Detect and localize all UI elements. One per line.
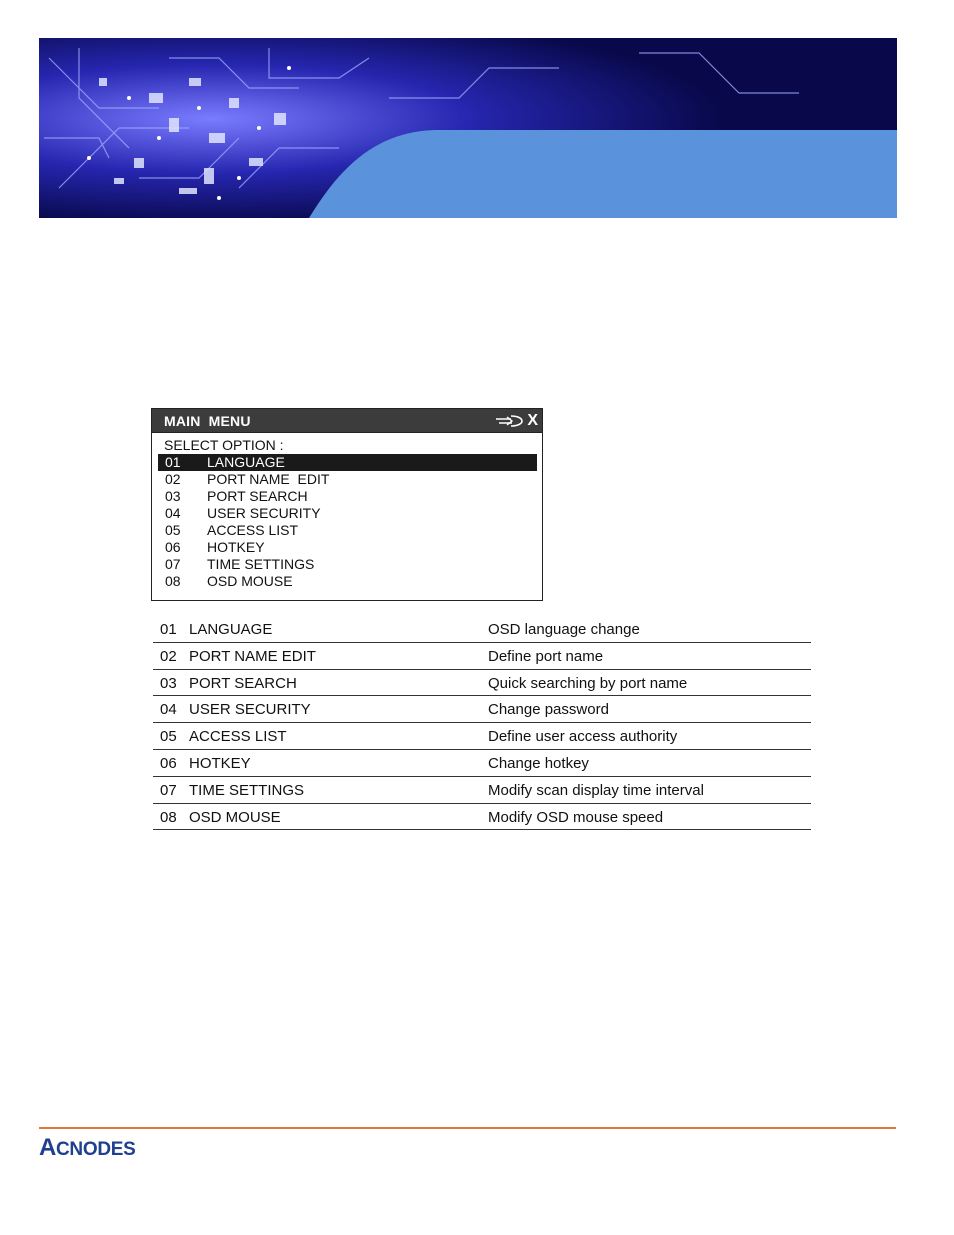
option-number: 01	[160, 621, 177, 638]
footer-divider	[39, 1127, 896, 1129]
option-description: Change hotkey	[488, 754, 589, 772]
option-number: 06	[160, 754, 177, 772]
osd-menu-item[interactable]	[158, 505, 537, 522]
osd-item-label: PORT SEARCH	[207, 488, 308, 504]
osd-menu-item[interactable]	[158, 454, 537, 471]
table-row	[153, 804, 811, 831]
table-row	[153, 723, 811, 750]
osd-item-label: HOTKEY	[207, 539, 265, 555]
option-name: ACCESS LIST	[189, 728, 287, 746]
header-banner	[39, 38, 897, 218]
option-name: LANGUAGE	[189, 621, 273, 638]
options-table	[153, 616, 811, 830]
osd-item-number: 07	[165, 556, 181, 572]
osd-menu-item[interactable]	[158, 488, 537, 505]
option-number: 04	[160, 701, 177, 719]
osd-menu-item[interactable]	[158, 556, 537, 573]
table-row	[153, 777, 811, 804]
option-name: PORT NAME EDIT	[189, 647, 316, 665]
option-number: 07	[160, 781, 177, 799]
osd-item-label: USER SECURITY	[207, 505, 321, 521]
option-name: HOTKEY	[189, 754, 251, 772]
osd-item-number: 08	[165, 573, 181, 589]
option-description: OSD language change	[488, 621, 640, 638]
osd-main-menu-window	[151, 408, 543, 601]
osd-option-list	[158, 454, 537, 590]
option-number: 08	[160, 808, 177, 826]
osd-item-label: OSD MOUSE	[207, 573, 293, 589]
osd-item-label: LANGUAGE	[207, 454, 285, 470]
acnodes-logo	[39, 1133, 199, 1164]
svg-text:CNODES: CNODES	[56, 1139, 136, 1159]
osd-item-number: 03	[165, 488, 181, 504]
osd-menu-item[interactable]	[158, 539, 537, 556]
osd-select-prompt: SELECT OPTION :	[164, 437, 284, 453]
osd-item-number: 05	[165, 522, 181, 538]
osd-item-label: PORT NAME EDIT	[207, 471, 330, 487]
option-number: 05	[160, 728, 177, 746]
table-row	[153, 750, 811, 777]
osd-title: MAIN MENU	[164, 413, 251, 429]
osd-item-label: TIME SETTINGS	[207, 556, 315, 572]
osd-item-label: ACCESS LIST	[207, 522, 299, 538]
circuit-board-graphic	[39, 38, 897, 218]
osd-item-number: 01	[165, 454, 181, 470]
osd-item-number: 06	[165, 539, 181, 555]
option-name: TIME SETTINGS	[189, 781, 305, 799]
option-description: Quick searching by port name	[488, 674, 688, 692]
option-description: Define port name	[488, 647, 604, 665]
option-name: USER SECURITY	[189, 701, 311, 719]
close-icon[interactable]: X	[527, 412, 538, 429]
option-name: OSD MOUSE	[189, 808, 281, 826]
osd-menu-item[interactable]	[158, 573, 537, 590]
osd-item-number: 04	[165, 505, 181, 521]
svg-text:A: A	[39, 1134, 56, 1159]
table-row	[153, 696, 811, 723]
hand-pointer-icon	[495, 414, 525, 428]
osd-item-number: 02	[165, 471, 181, 487]
option-description: Modify OSD mouse speed	[488, 808, 664, 826]
option-description: Modify scan display time interval	[488, 781, 704, 799]
option-number: 03	[160, 674, 177, 692]
osd-title-bar	[152, 409, 542, 433]
table-row	[153, 643, 811, 670]
option-description: Define user access authority	[488, 728, 678, 746]
table-row	[153, 616, 811, 643]
table-row	[153, 670, 811, 697]
option-description: Change password	[488, 701, 609, 719]
osd-menu-item[interactable]	[158, 522, 537, 539]
option-number: 02	[160, 647, 177, 665]
option-name: PORT SEARCH	[189, 674, 297, 692]
osd-menu-item[interactable]	[158, 471, 537, 488]
